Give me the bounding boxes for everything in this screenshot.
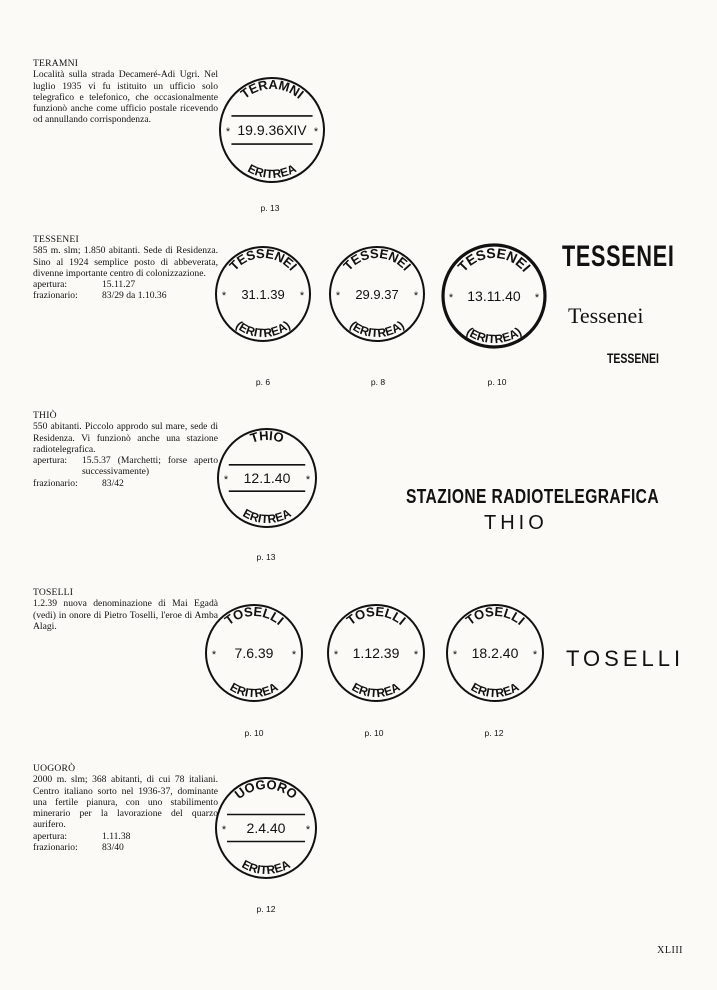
postmark-star: *	[448, 292, 454, 304]
entry-title: THIÒ	[33, 410, 57, 421]
entry-description: Località sulla strada Decameré-Adi Ugri. Nel luglio 1935 vi fu istituito un ufficio solo telegrafico e telefonico, che occasionalmente funzionò anche come ufficio postale ricevendo od annullando corrispondenza.	[33, 69, 218, 126]
postmark-star: *	[291, 649, 297, 661]
postmark-svg	[445, 603, 545, 703]
detail-label: apertura:	[33, 279, 68, 291]
entry-title: TESSENEI	[33, 234, 79, 245]
detail-label: frazionario:	[33, 290, 78, 302]
postmark-tessenei-3	[441, 243, 547, 349]
entry-title: TERAMNI	[33, 58, 79, 69]
page-reference: p. 12	[484, 728, 504, 738]
entry-tessenei	[33, 234, 218, 302]
page-reference: p. 12	[256, 904, 276, 914]
detail-value: 83/29 da 1.10.36	[102, 290, 167, 302]
postmark-town: TESSENEI	[226, 245, 301, 274]
postmark-town: TERAMNI	[237, 76, 307, 102]
postmark-star: *	[313, 126, 319, 138]
postmark-svg	[214, 245, 312, 343]
postmark-star: *	[413, 649, 419, 661]
postmark-teramni	[218, 76, 326, 184]
detail-value: 15.5.37 (Marchetti; forse aperto successivamente)	[81, 455, 218, 478]
postmark-svg	[216, 427, 318, 529]
postmark-country: ERITREA	[349, 679, 403, 701]
postmark-tessenei-1	[214, 245, 312, 343]
postmark-date: 1.12.39	[352, 645, 400, 661]
postmark-star: *	[452, 649, 458, 661]
linear-mark-stazione: STAZIONE RADIOTELEGRAFICA	[406, 486, 660, 508]
detail-row	[33, 279, 218, 290]
page-reference: p. 10	[487, 377, 507, 387]
page-reference: p. 13	[256, 552, 276, 562]
postmark-date: 7.6.39	[234, 645, 274, 661]
postmark-star: *	[225, 126, 231, 138]
linear-mark-tessenei-serif: Tessenei	[568, 303, 644, 328]
postmark-town: TESSENEI	[454, 244, 534, 275]
entry-toselli	[33, 587, 218, 632]
postmark-star: *	[221, 824, 227, 836]
linear-mark-toselli: TOSELLI	[566, 646, 685, 671]
linear-mark-tessenei-condensed: TESSENEI	[562, 240, 675, 273]
postmark-svg	[326, 603, 426, 703]
postmark-date: 18.2.40	[471, 645, 519, 661]
postmark-svg	[328, 245, 426, 343]
entry-description: 2000 m. slm; 368 abitanti, di cui 78 italiani. Centro italiano sorto nel 1936-37, dominante una fertile pianura, con uno stabilimento minerario per la lavorazione del quarzo aurifero.	[33, 774, 218, 831]
page-reference: p. 6	[255, 377, 271, 387]
linear-mark-tessenei-small: TESSENEI	[607, 350, 659, 366]
detail-label: apertura:	[33, 830, 68, 842]
entry-title: TOSELLI	[33, 587, 74, 598]
detail-row	[33, 478, 218, 489]
postmark-toselli-3	[445, 603, 545, 703]
postmark-country: (ERITREA)	[233, 318, 293, 341]
postmark-uogoro	[214, 776, 318, 880]
detail-value: 83/42	[102, 477, 124, 489]
postmark-date: 31.1.39	[241, 287, 285, 302]
postmark-thio	[216, 427, 318, 529]
postmark-svg	[218, 76, 326, 184]
postmark-star: *	[335, 290, 341, 302]
entry-description: 550 abitanti. Piccolo approdo sul mare, sede di Residenza. Vi funzionò anche una stazione radiotelegrafica.	[33, 421, 218, 455]
postmark-town: TESSENEI	[340, 245, 415, 274]
postmark-star: *	[221, 290, 227, 302]
postmark-star: *	[305, 824, 311, 836]
postmark-star: *	[223, 474, 229, 486]
postmark-star: *	[305, 474, 311, 486]
postmark-town: TOSELLI	[462, 603, 528, 628]
postmark-country: ERITREA	[245, 161, 299, 182]
page-reference: p. 10	[364, 728, 384, 738]
postmark-town: TOSELLI	[221, 603, 287, 628]
postmark-svg	[214, 776, 318, 880]
entry-uogoro	[33, 763, 218, 853]
linear-mark-thio: THIO	[484, 512, 548, 534]
postmark-date: 12.1.40	[243, 470, 291, 486]
postmark-town: UOGORO	[231, 776, 301, 802]
postmark-country: ERITREA	[227, 679, 281, 701]
detail-label: frazionario:	[33, 477, 78, 489]
detail-label: apertura:	[33, 455, 68, 467]
postmark-star: *	[299, 290, 305, 302]
postmark-country: ERITREA	[239, 857, 293, 878]
postmark-tessenei-2	[328, 245, 426, 343]
entry-title: UOGORÒ	[33, 763, 76, 774]
postmark-country: (ERITREA)	[463, 324, 525, 347]
postmark-town: THIO	[248, 427, 286, 446]
entry-description: 585 m. slm; 1.850 abitanti. Sede di Residenza. Sino al 1924 semplice posto di abbeverata, divenne importante centro di colonizzazione.	[33, 245, 218, 279]
detail-row	[33, 455, 218, 478]
postmark-town: TOSELLI	[343, 603, 409, 628]
page-reference: p. 13	[260, 203, 280, 213]
detail-row	[33, 290, 218, 301]
postmark-date: 19.9.36XIV	[237, 122, 307, 138]
postmark-date: 2.4.40	[246, 820, 286, 836]
postmark-star: *	[333, 649, 339, 661]
page-number: XLIII	[657, 945, 683, 956]
postmark-star: *	[534, 292, 540, 304]
postmark-date: 13.11.40	[467, 288, 521, 304]
postmark-toselli-1	[204, 603, 304, 703]
detail-value: 83/40	[102, 842, 124, 854]
postmark-star: *	[532, 649, 538, 661]
postmark-date: 29.9.37	[355, 287, 399, 302]
detail-row	[33, 842, 218, 853]
postmark-country: ERITREA	[468, 679, 522, 701]
detail-value: 15.11.27	[102, 279, 136, 291]
detail-row	[33, 831, 218, 842]
entry-description: 1.2.39 nuova denominazione di Mai Egadà (vedi) in onore di Pietro Toselli, l'eroe di Amba Alagi.	[33, 598, 218, 632]
postmark-star: *	[211, 649, 217, 661]
postmark-country: ERITREA	[240, 505, 294, 527]
postmark-svg	[204, 603, 304, 703]
postmark-svg	[441, 243, 547, 349]
postmark-country: (ERITREA)	[347, 318, 407, 341]
entry-teramni	[33, 58, 218, 126]
postmark-toselli-2	[326, 603, 426, 703]
detail-label: frazionario:	[33, 842, 78, 854]
postmark-star: *	[413, 290, 419, 302]
entry-thio	[33, 410, 218, 489]
detail-value: 1.11.38	[102, 830, 131, 842]
page-reference: p. 10	[244, 728, 264, 738]
page-reference: p. 8	[370, 377, 386, 387]
